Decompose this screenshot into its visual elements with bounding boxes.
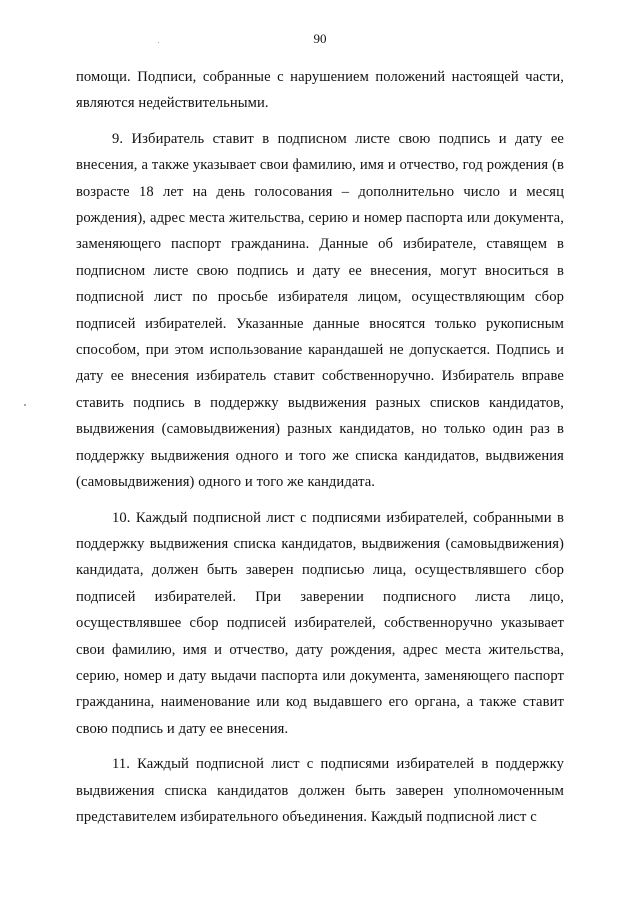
scan-speck	[24, 404, 26, 406]
paragraph-item-10: 10. Каждый подписной лист с подписями избирателей, собранными в поддержку выдвижения списка кандидатов, выдвижения (самовыдвижения) кандидата, должен быть заверен подписью лица, осуществлявшего сбор подписей избирателей. При заверении подписного листа лицо, осуществлявшее сбор подписей избирателей, собственноручно указывает свои фамилию, имя и отчество, дату рождения, адрес места жительства, серию, номер и дату выдачи паспорта или документа, заменяющего паспорт гражданина, наименование или код выдавшего его органа, а также ставит свою подпись и дату ее внесения.	[76, 509, 564, 737]
page-number: 90	[313, 31, 327, 46]
paragraph-continuation: помощи. Подписи, собранные с нарушением положений настоящей части, являются недействительными.	[76, 69, 564, 112]
document-body	[76, 64, 564, 830]
paragraph-item-11: 11. Каждый подписной лист с подписями избирателей в поддержку выдвижения списка кандидатов должен быть заверен уполномоченным представителем избирательного объединения. Каждый подписной лист с	[76, 756, 564, 825]
scan-speck	[158, 42, 159, 43]
paragraph-item-9: 9. Избиратель ставит в подписном листе свою подпись и дату ее внесения, а также указывает свои фамилию, имя и отчество, год рождения (в возрасте 18 лет на день голосования – дополнительно число и месяц рождения), адрес места жительства, серию и номер паспорта или документа, заменяющего паспорт гражданина. Данные об избирателе, ставящем в подписном листе свою подпись и дату ее внесения, могут вноситься в подписной лист по просьбе избирателя лицом, осуществляющим сбор подписей избирателей. Указанные данные вносятся только рукописным способом, при этом использование карандашей не допускается. Подпись и дату ее внесения избиратель ставит собственноручно. Избиратель вправе ставить подпись в поддержку выдвижения разных списков кандидатов, выдвижения (самовыдвижения) разных кандидатов, но только один раз в поддержку выдвижения одного и того же списка кандидатов, выдвижения (самовыдвижения) одного и того же кандидата.	[76, 130, 564, 491]
